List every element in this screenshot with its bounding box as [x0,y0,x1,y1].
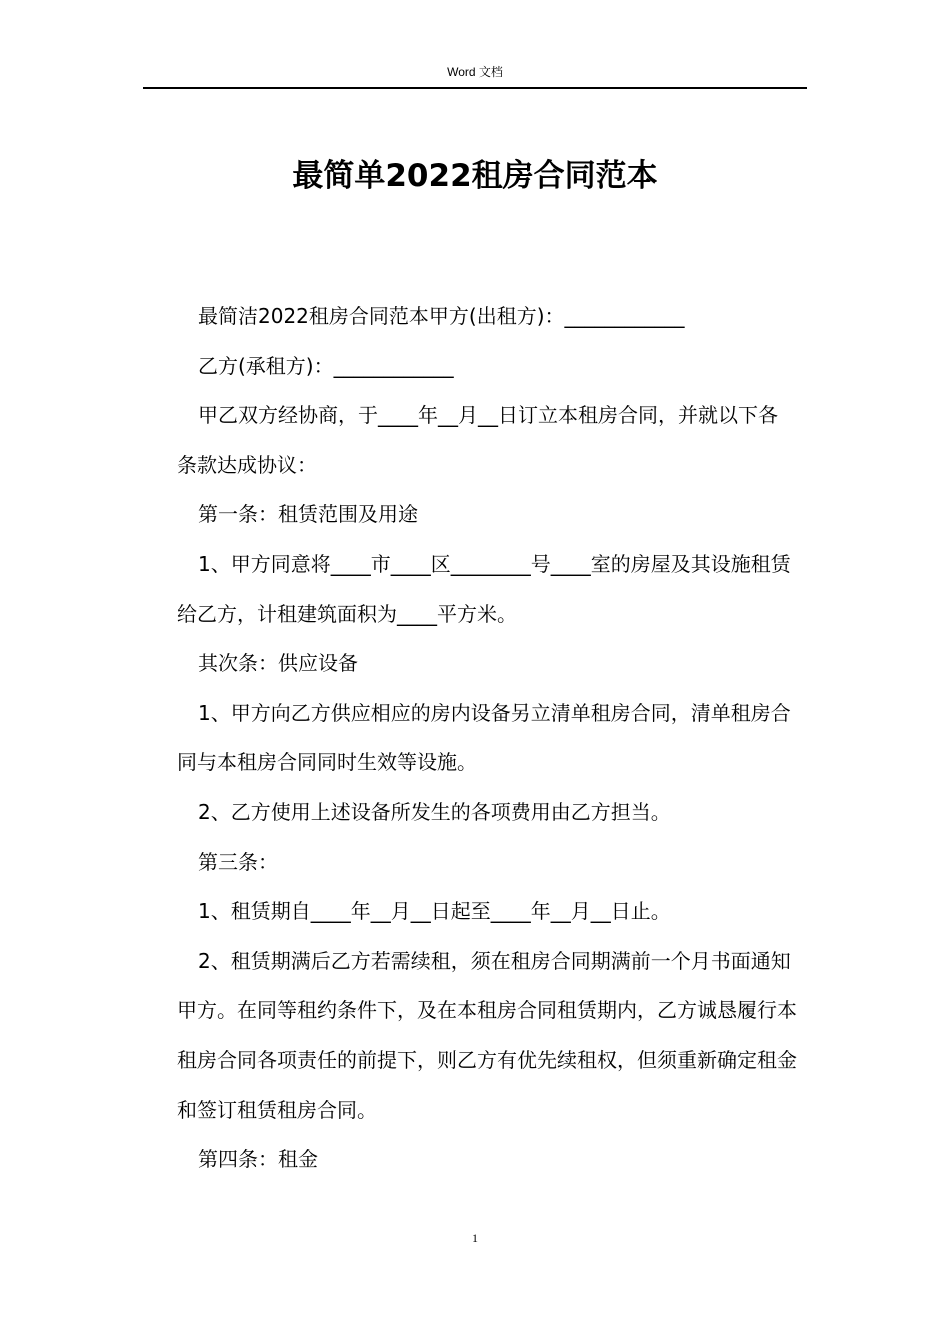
paragraph-party-a: 最简洁2022租房合同范本甲方(出租方)：____________ [198,304,685,328]
paragraph-agreement: 甲乙双方经协商，于____年__月__日订立本租房合同，并就以下各条款达成协议： [177,403,778,477]
paragraph-clause: 2、租赁期满后乙方若需续租，须在租房合同期满前一个月书面通知甲方。在同等租约条件下，及在本租房合同租赁期内，乙方诚恳履行本租房合同各项责任的前提下，则乙方有优先续租权，但须重新确定租金和签订租赁租房合同。 [177,948,797,1122]
paragraph-clause: 1、租赁期自____年__月__日起至____年__月__日止。 [198,899,671,924]
article-heading: 第四条：租金 [198,1147,318,1172]
article-heading: 其次条：供应设备 [198,651,358,676]
paragraph-party-b: 乙方(承租方)：____________ [198,353,454,378]
paragraph-clause: 1、甲方向乙方供应相应的房内设备另立清单租房合同，清单租房合同与本租房合同同时生效等设施。 [177,700,791,775]
article-heading: 第一条：租赁范围及用途 [198,502,418,527]
header-divider [143,87,807,89]
page-header: Word 文档 [447,65,503,79]
document-body [177,292,797,1185]
paragraph-clause: 2、乙方使用上述设备所发生的各项费用由乙方担当。 [198,799,671,824]
paragraph-clause: 1、甲方同意将____市____区________号____室的房屋及其设施租赁给乙方，计租建筑面积为____平方米。 [177,551,791,626]
article-heading: 第三条： [198,849,278,874]
document-title: 最简单2022租房合同范本 [292,158,658,194]
page-number: 1 [472,1231,478,1245]
